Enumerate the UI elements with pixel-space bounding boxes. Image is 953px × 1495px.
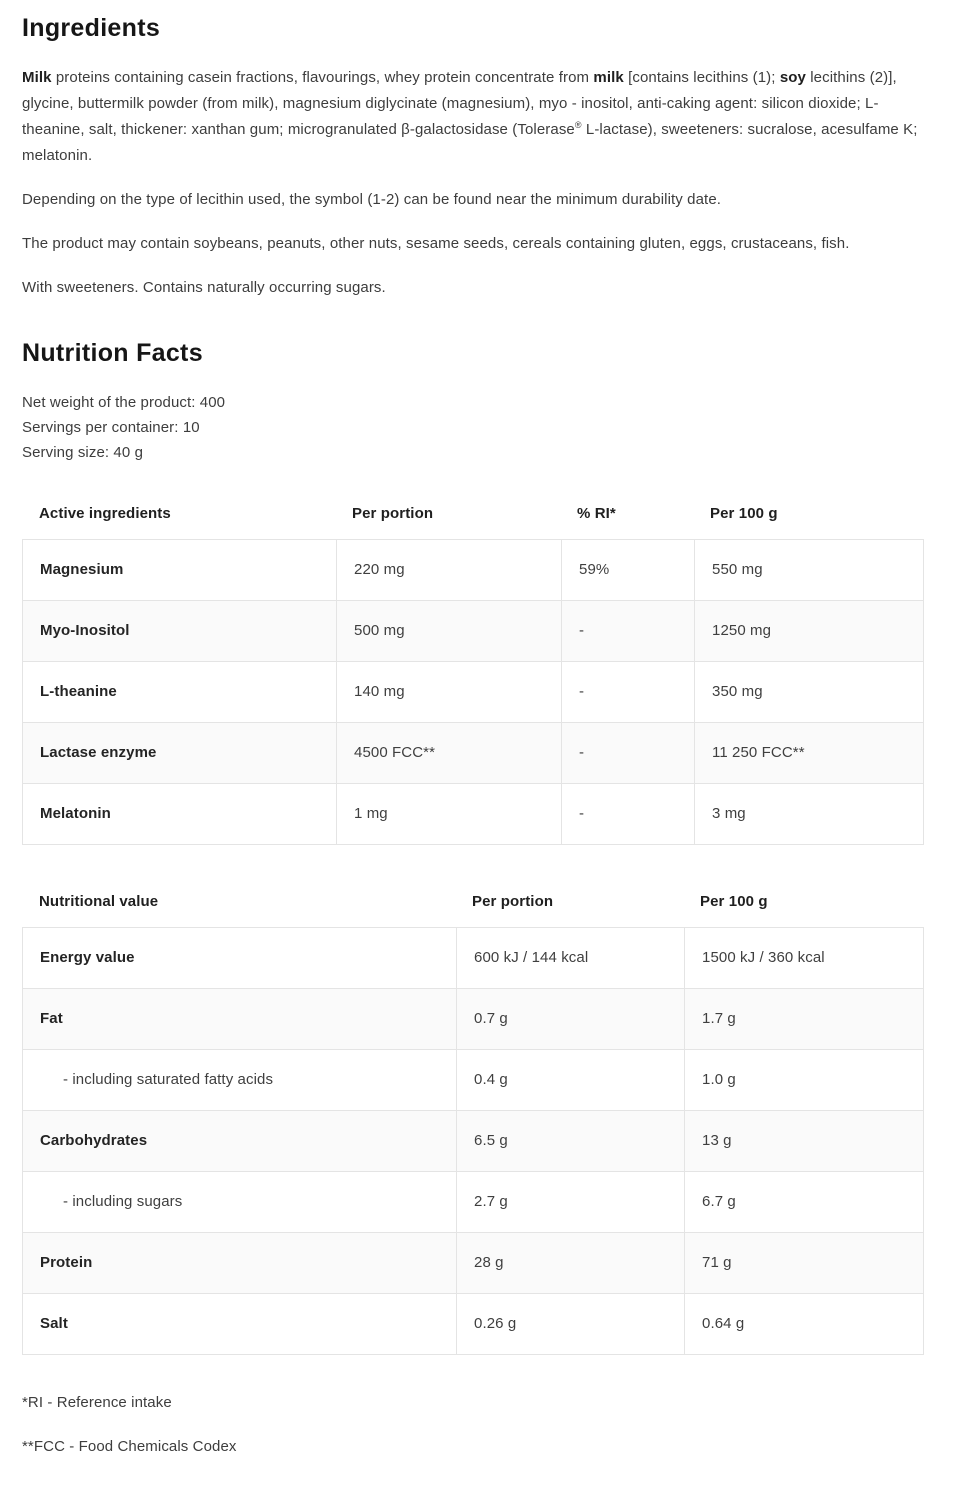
ri-value: - <box>561 784 694 844</box>
nutrient-name: - including sugars <box>63 1192 183 1210</box>
per-100g-value: 71 g <box>684 1233 923 1293</box>
ri-value: - <box>561 662 694 722</box>
net-weight: Net weight of the product: 400 <box>22 393 226 411</box>
col-header-ri: % RI* <box>577 504 616 522</box>
nutrient-name: Carbohydrates <box>40 1131 148 1149</box>
nutrient-name: Protein <box>40 1253 93 1271</box>
per-portion-value: 500 mg <box>336 601 561 661</box>
nutritional-value-table-body <box>22 927 924 1355</box>
serving-info <box>22 390 924 465</box>
per-100g-value: 13 g <box>684 1111 923 1171</box>
table-row-sugars <box>23 1171 923 1232</box>
ingredient-name: L-theanine <box>40 682 117 700</box>
ingredients-text: [contains lecithins (1); <box>623 68 780 86</box>
fcc-footnote: **FCC - Food Chemicals Codex <box>22 1437 237 1455</box>
per-100g-value: 1250 mg <box>694 601 923 661</box>
ingredients-text: proteins containing casein fractions, flavourings, whey protein concentrate from <box>51 68 594 86</box>
per-100g-value: 3 mg <box>694 784 923 844</box>
col-header-nutritional-value: Nutritional value <box>39 892 159 910</box>
nutrition-facts-title: Nutrition Facts <box>22 338 203 367</box>
per-portion-value: 1 mg <box>336 784 561 844</box>
ingredient-name: Myo-Inositol <box>40 621 130 639</box>
col-header-per-portion: Per portion <box>352 504 434 522</box>
table-row-melatonin <box>23 783 923 844</box>
col-header-per-100g: Per 100 g <box>700 892 768 910</box>
lecithin-note-paragraph: Depending on the type of lecithin used, the symbol (1-2) can be found near the minimum durability date. <box>22 190 722 208</box>
table-row-carbohydrates <box>23 1110 923 1171</box>
ingredient-name: Melatonin <box>40 804 111 822</box>
ingredients-title: Ingredients <box>22 14 161 42</box>
active-ingredients-header-row <box>22 495 924 539</box>
per-portion-value: 0.26 g <box>456 1294 684 1354</box>
per-portion-value: 220 mg <box>336 540 561 600</box>
servings-per-container: Servings per container: 10 <box>22 418 200 436</box>
allergen-milk2-bold: milk <box>593 68 624 86</box>
sweeteners-paragraph: With sweeteners. Contains naturally occurring sugars. <box>22 278 386 296</box>
nutrient-name: Salt <box>40 1314 68 1332</box>
per-portion-value: 0.4 g <box>456 1050 684 1110</box>
allergen-soy-bold: soy <box>779 68 806 86</box>
per-portion-value: 6.5 g <box>456 1111 684 1171</box>
ingredients-text: L-lactase), sweeteners: sucralose, acesulfame K; melatonin. <box>22 120 918 164</box>
table-row-protein <box>23 1232 923 1293</box>
col-header-per-100g: Per 100 g <box>710 504 778 522</box>
nutritional-value-header-row <box>22 883 924 927</box>
per-100g-value: 1.0 g <box>684 1050 923 1110</box>
ingredient-name: Lactase enzyme <box>40 743 157 761</box>
ri-value: - <box>561 601 694 661</box>
ri-value: 59% <box>561 540 694 600</box>
per-portion-value: 140 mg <box>336 662 561 722</box>
table-row-lactase-enzyme <box>23 722 923 783</box>
nutrient-name: - including saturated fatty acids <box>63 1070 274 1088</box>
nutritional-value-table <box>22 883 924 1355</box>
ri-value: - <box>561 723 694 783</box>
allergen-milk-bold: Milk <box>22 68 52 86</box>
active-ingredients-table <box>22 495 924 845</box>
per-100g-value: 350 mg <box>694 662 923 722</box>
col-header-active-ingredients: Active ingredients <box>39 504 171 522</box>
per-portion-value: 4500 FCC** <box>336 723 561 783</box>
table-row-l-theanine <box>23 661 923 722</box>
active-ingredients-table-body <box>22 539 924 845</box>
per-100g-value: 550 mg <box>694 540 923 600</box>
table-row-saturated-fat <box>23 1049 923 1110</box>
per-portion-value: 28 g <box>456 1233 684 1293</box>
ingredients-paragraph <box>22 65 924 169</box>
per-portion-value: 2.7 g <box>456 1172 684 1232</box>
ri-footnote: *RI - Reference intake <box>22 1393 172 1411</box>
table-row-myo-inositol <box>23 600 923 661</box>
table-row-energy <box>23 928 923 988</box>
table-row-fat <box>23 988 923 1049</box>
ingredients-text: lecithins (2)], glycine, buttermilk powder (from milk), magnesium diglycinate (magnesium), myo - inositol, anti-caking agent: silicon dioxide; L-theanine, salt, thickener: xanthan gum; microgranulated β-galactosidase (Tolerase <box>22 68 897 138</box>
nutrient-name: Fat <box>40 1009 63 1027</box>
per-100g-value: 6.7 g <box>684 1172 923 1232</box>
ingredient-name: Magnesium <box>40 560 124 578</box>
per-100g-value: 0.64 g <box>684 1294 923 1354</box>
per-portion-value: 0.7 g <box>456 989 684 1049</box>
col-header-per-portion: Per portion <box>472 892 554 910</box>
table-row-magnesium <box>23 540 923 600</box>
per-100g-value: 1500 kJ / 360 kcal <box>684 928 923 988</box>
registered-trademark-symbol: ® <box>574 119 582 130</box>
serving-size: Serving size: 40 g <box>22 443 144 461</box>
may-contain-paragraph: The product may contain soybeans, peanuts, other nuts, sesame seeds, cereals containing gluten, eggs, crustaceans, fish. <box>22 234 850 252</box>
per-100g-value: 11 250 FCC** <box>694 723 923 783</box>
table-row-salt <box>23 1293 923 1354</box>
per-portion-value: 600 kJ / 144 kcal <box>456 928 684 988</box>
per-100g-value: 1.7 g <box>684 989 923 1049</box>
nutrient-name: Energy value <box>40 948 135 966</box>
